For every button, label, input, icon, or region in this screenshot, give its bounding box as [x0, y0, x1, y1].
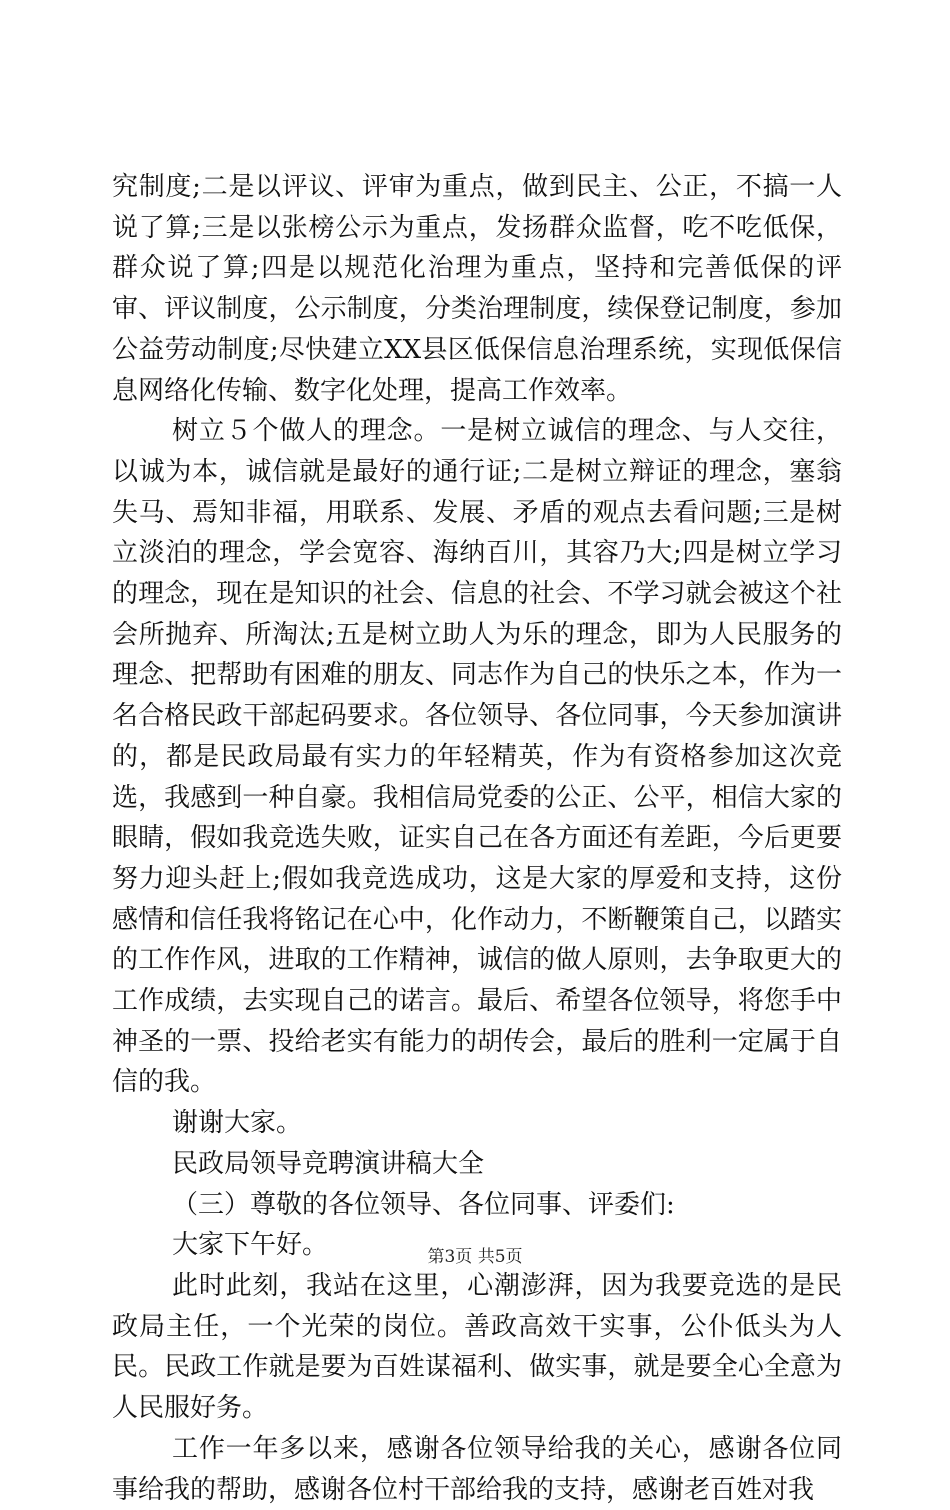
paragraph-8: 工作一年多以来，感谢各位领导给我的关心，感谢各位同事给我的帮助，感谢各位村干部给我的支持，感谢老百姓对我 — [112, 1433, 842, 1505]
section-title: 民政局领导竞聘演讲稿大全 — [172, 1148, 485, 1179]
paragraph-1: 究制度;二是以评议、评审为重点，做到民主、公正，不搞一人说了算;三是以张榜公示为重点，发扬群众监督，吃不吃低保，群众说了算;四是以规范化治理为重点，坚持和完善低保的评审、评议制度，公示制度，分类治理制度，续保登记制度，参加公益劳动制度;尽快建立XX县区低保信息治理系统，实现低保信息网络化传输、数字化处理，提高工作效率。 — [112, 172, 842, 406]
paragraph-3: 谢谢大家。 — [172, 1108, 303, 1139]
salutation: （三）尊敬的各位领导、各位同事、评委们: — [172, 1189, 675, 1220]
document-body — [112, 167, 842, 1510]
paragraph-2: 树立５个做人的理念。一是树立诚信的理念、与人交往，以诚为本，诚信就是最好的通行证;二是树立辩证的理念，塞翁失马、焉知非福，用联系、发展、矛盾的观点去看问题;三是树立淡泊的理念，学会宽容、海纳百川，其容乃大;四是树立学习的理念，现在是知识的社会、信息的社会、不学习就会被这个社会所抛弃、所淘汰;五是树立助人为乐的理念，即为人民服务的理念、把帮助有困难的朋友、同志作为自己的快乐之本，作为一名合格民政干部起码要求。各位领导、各位同事，今天参加演讲的，都是民政局最有实力的年轻精英，作为有资格参加这次竞选，我感到一种自豪。我相信局党委的公正、公平，相信大家的眼睛，假如我竞选失败，证实自己在各方面还有差距，今后更要努力迎头赶上;假如我竞选成功，这是大家的厚爱和支持，这份感情和信任我将铭记在心中，化作动力，不断鞭策自己，以踏实的工作作风，进取的工作精神，诚信的做人原则，去争取更大的工作成绩，去实现自己的诺言。最后、希望各位领导，将您手中神圣的一票、投给老实有能力的胡传会，最后的胜利一定属于自信的我。 — [112, 416, 842, 1098]
page-footer: 第3页 共5页 — [427, 1247, 523, 1267]
paragraph-7: 此时此刻，我站在这里，心潮澎湃，因为我要竞选的是民政局主任，一个光荣的岗位。善政高效干实事，公仆低头为人民。民政工作就是要为百姓谋福利、做实事，就是要全心全意为人民服好务。 — [112, 1270, 842, 1424]
greeting: 大家下午好。 — [172, 1230, 329, 1261]
